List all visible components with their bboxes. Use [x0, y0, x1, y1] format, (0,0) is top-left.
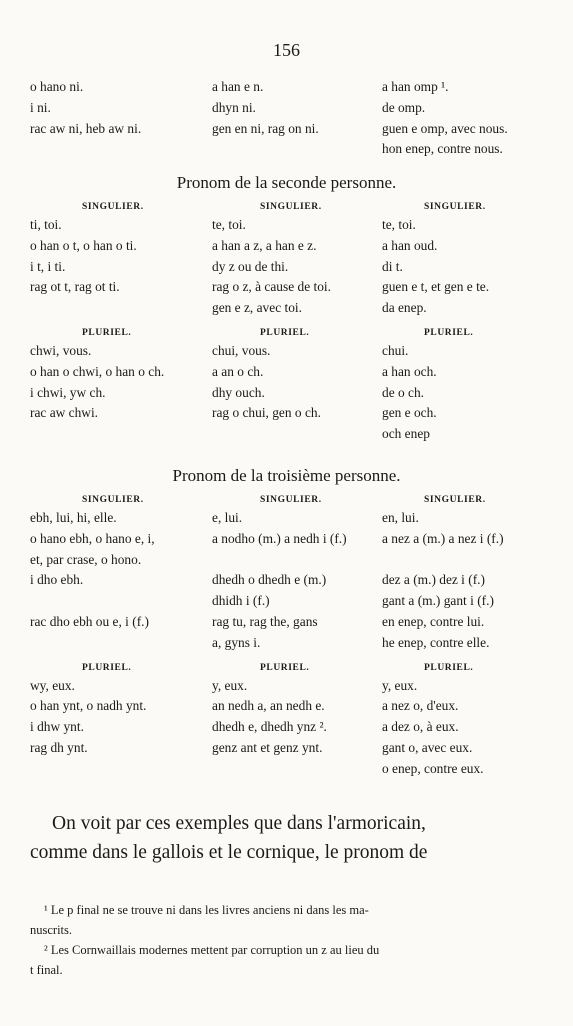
- table-row: [30, 362, 550, 383]
- table-row: [30, 633, 550, 654]
- table-cell: dhidh i (f.): [212, 593, 270, 609]
- table-cell: gant a (m.) gant i (f.): [382, 593, 494, 609]
- table-cell: [212, 424, 382, 445]
- column-header: SINGULIER.: [424, 495, 486, 505]
- table-cell: guen e t, et gen e te.: [382, 279, 490, 295]
- table-third-person: [30, 492, 550, 780]
- table-cell: dy z ou de thi.: [212, 258, 289, 274]
- table-row: [30, 98, 550, 119]
- table-row: [30, 550, 550, 571]
- table-row: [30, 696, 550, 717]
- section-title-third-person: Pronom de la troisième personne.: [172, 466, 401, 485]
- table-cell: och enep: [382, 426, 430, 442]
- body-paragraph: [30, 809, 550, 867]
- table-cell: chwi, vous.: [30, 342, 92, 358]
- paragraph-line: On voit par ces exemples que dans l'armoricain,: [52, 813, 426, 834]
- table-row: [30, 298, 550, 319]
- table-row: [30, 403, 550, 424]
- section-title-second-person: Pronom de la seconde personne.: [176, 173, 397, 192]
- table-cell: guen e omp, avec nous.: [382, 120, 508, 136]
- table-row: [30, 119, 550, 140]
- table-cell: [30, 633, 212, 654]
- table-row: [30, 508, 550, 529]
- table-cell: [30, 139, 212, 160]
- table-cell: [30, 298, 212, 319]
- table-cell: i dho ebh.: [30, 572, 84, 588]
- table-cell: de omp.: [382, 99, 426, 115]
- table-cell: i t, i ti.: [30, 258, 66, 274]
- table-cell: i ni.: [30, 99, 51, 115]
- column-header-row: [30, 199, 550, 215]
- column-header: PLURIEL.: [82, 327, 132, 338]
- table-row: [30, 77, 550, 98]
- table-cell: gen e och.: [382, 405, 437, 421]
- column-header: PLURIEL.: [260, 662, 310, 673]
- table-cell: [30, 424, 212, 445]
- table-row: [30, 341, 550, 362]
- table-row: [30, 591, 550, 612]
- table-cell: o han o chwi, o han o ch.: [30, 363, 165, 379]
- table-cell: chui.: [382, 342, 409, 358]
- table-row: [30, 139, 550, 160]
- table-cell: y, eux.: [382, 677, 418, 693]
- column-header: PLURIEL.: [82, 662, 132, 673]
- table-cell: a an o ch.: [212, 363, 264, 379]
- table-cell: en, lui.: [382, 510, 419, 525]
- table-row: [30, 257, 550, 278]
- table-cell: rag ot t, rag ot ti.: [30, 279, 120, 295]
- column-header: SINGULIER.: [260, 202, 322, 212]
- table-cell: a, gyns i.: [212, 634, 261, 650]
- column-header: SINGULIER.: [82, 495, 144, 505]
- table-cell: a han a z, a han e z.: [212, 237, 317, 253]
- table-cell: te, toi.: [212, 217, 246, 232]
- table-cell: rac aw chwi.: [30, 405, 99, 421]
- table-cell: gen en ni, rag on ni.: [212, 120, 319, 136]
- footnote-2-line: t final.: [30, 963, 63, 977]
- table-cell: a nez o, d'eux.: [382, 698, 459, 714]
- table-cell: te, toi.: [382, 217, 416, 232]
- table-cell: o han ynt, o nadh ynt.: [30, 698, 147, 714]
- table-row: [30, 676, 550, 697]
- table-cell: o hano ebh, o hano e, i,: [30, 530, 155, 546]
- table-cell: an nedh a, an nedh e.: [212, 698, 325, 714]
- table-row: [30, 612, 550, 633]
- table-cell: e, lui.: [212, 510, 243, 525]
- table-cell: wy, eux.: [30, 677, 75, 693]
- table-cell: i chwi, yw ch.: [30, 384, 106, 400]
- table-row: [30, 717, 550, 738]
- table-cell: gen e z, avec toi.: [212, 300, 302, 316]
- table-cell: dhedh o dhedh e (m.): [212, 572, 327, 588]
- table-cell: de o ch.: [382, 384, 425, 400]
- table-row: [30, 738, 550, 759]
- table-cell: a han e n.: [212, 79, 264, 94]
- table-row: [30, 215, 550, 236]
- table-row: [30, 570, 550, 591]
- table-cell: ti, toi.: [30, 217, 62, 232]
- column-header-row: [30, 325, 550, 341]
- table-cell: da enep.: [382, 300, 427, 316]
- table-cell: rag o chui, gen o ch.: [212, 405, 321, 421]
- table-cell: et, par crase, o hono.: [30, 551, 142, 567]
- table-cell: a han oud.: [382, 237, 438, 253]
- table-cell: rag o z, à cause de toi.: [212, 279, 331, 295]
- page-number: 156: [273, 40, 300, 60]
- table-cell: [382, 550, 550, 571]
- table-cell: a nodho (m.) a nedh i (f.): [212, 530, 347, 546]
- column-header: PLURIEL.: [424, 662, 474, 673]
- table-cell: rac dho ebh ou e, i (f.): [30, 613, 149, 629]
- table-cell: [212, 759, 382, 780]
- table-cell: [30, 759, 212, 780]
- column-header: PLURIEL.: [260, 327, 310, 338]
- table-cell: dhyn ni.: [212, 99, 256, 115]
- table-cell: rac aw ni, heb aw ni.: [30, 120, 142, 136]
- table-cell: i dhw ynt.: [30, 719, 84, 735]
- table-cell: a nez a (m.) a nez i (f.): [382, 530, 504, 546]
- column-header-row: [30, 492, 550, 508]
- column-header: SINGULIER.: [82, 202, 144, 212]
- table-cell: o enep, contre eux.: [382, 760, 484, 776]
- footnotes: [30, 900, 550, 980]
- column-header: SINGULIER.: [260, 495, 322, 505]
- table-cell: rag dh ynt.: [30, 739, 88, 755]
- table-cell: ebh, lui, hi, elle.: [30, 510, 117, 525]
- table-cell: a han och.: [382, 363, 437, 379]
- footnote-1-line: nuscrits.: [30, 923, 73, 937]
- table-cell: en enep, contre lui.: [382, 613, 485, 629]
- table-cell: [212, 139, 382, 160]
- table-cell: he enep, contre elle.: [382, 634, 490, 650]
- table-cell: a han omp ¹.: [382, 79, 449, 94]
- column-header-row: [30, 660, 550, 676]
- table-row: [30, 236, 550, 257]
- table-cell: [30, 591, 212, 612]
- table-row: [30, 759, 550, 780]
- table-cell: y, eux.: [212, 677, 248, 693]
- footnote-2-line: ² Les Cornwaillais modernes mettent par corruption un z au lieu du: [44, 943, 380, 957]
- column-header: PLURIEL.: [424, 327, 474, 338]
- footnote-1-line: ¹ Le p final ne se trouve ni dans les livres anciens ni dans les ma-: [44, 903, 369, 917]
- table-cell: gant o, avec eux.: [382, 739, 473, 755]
- table-cell: hon enep, contre nous.: [382, 141, 503, 157]
- table-cell: rag tu, rag the, gans: [212, 613, 318, 629]
- paragraph-line: comme dans le gallois et le cornique, le pronom de: [30, 842, 428, 863]
- table-row: [30, 424, 550, 445]
- table-cell: chui, vous.: [212, 342, 271, 358]
- table-cell: dhy ouch.: [212, 384, 265, 400]
- table-row: [30, 277, 550, 298]
- table-row: [30, 529, 550, 550]
- column-header: SINGULIER.: [424, 202, 486, 212]
- table-cell: o han o t, o han o ti.: [30, 237, 137, 253]
- table-cell: a dez o, à eux.: [382, 719, 459, 735]
- table-cell: [212, 550, 382, 571]
- table-cell: dhedh e, dhedh ynz ².: [212, 719, 327, 735]
- table-second-person: [30, 199, 550, 445]
- table-row: [30, 383, 550, 404]
- table-cell: dez a (m.) dez i (f.): [382, 572, 485, 588]
- table-first-person-plural: [30, 77, 550, 160]
- table-cell: genz ant et genz ynt.: [212, 739, 323, 755]
- table-cell: di t.: [382, 258, 403, 274]
- table-cell: o hano ni.: [30, 79, 84, 94]
